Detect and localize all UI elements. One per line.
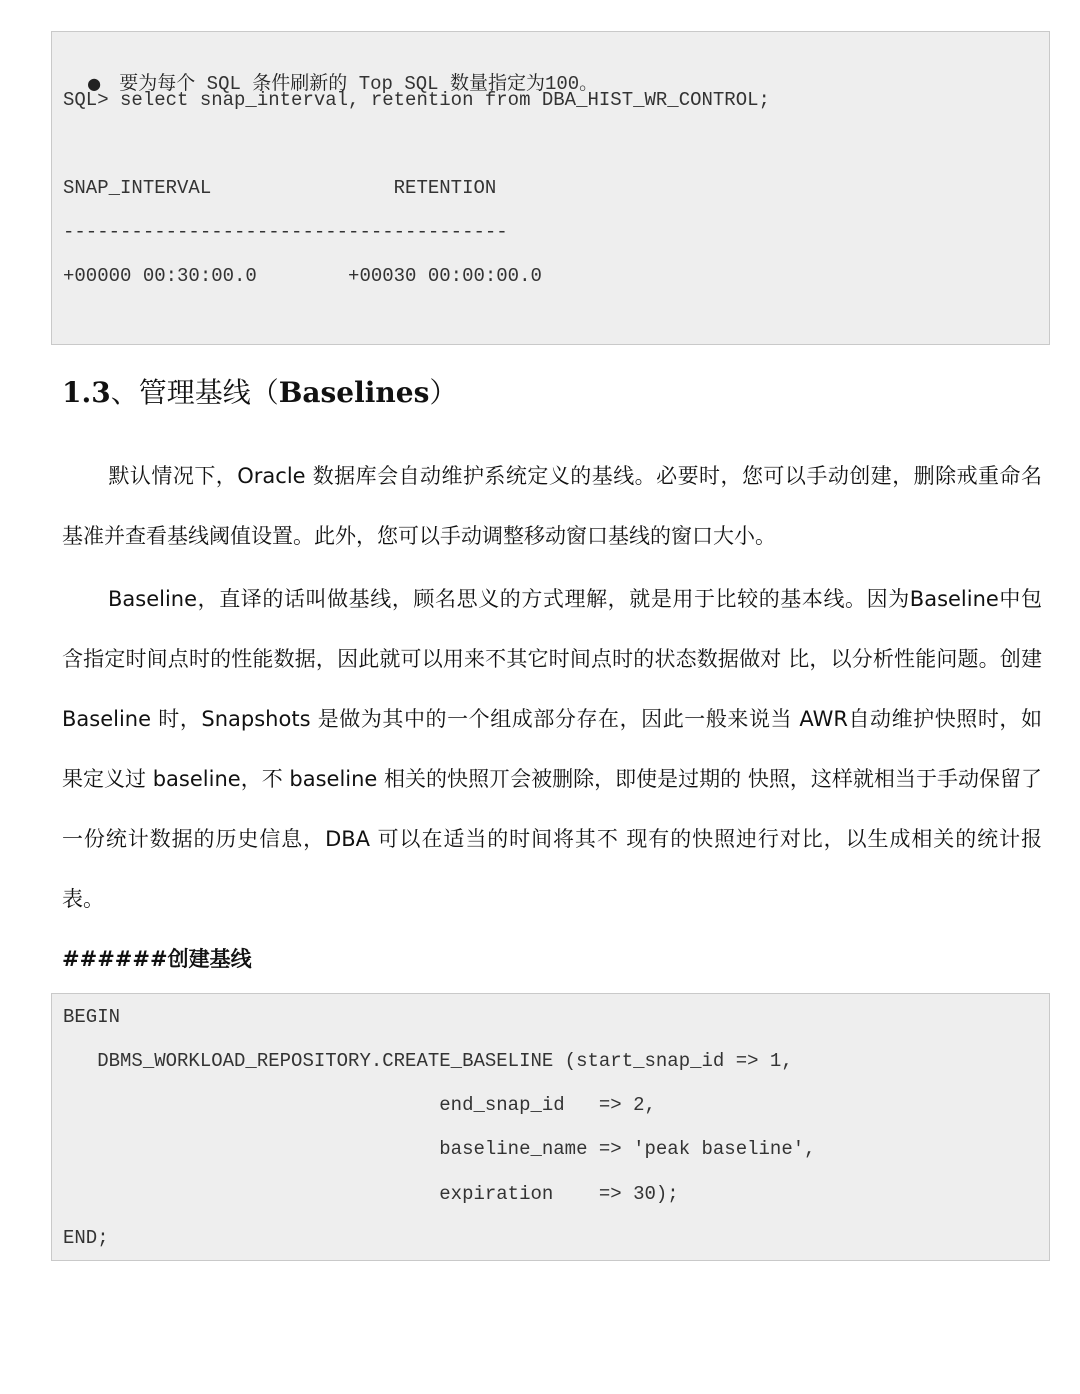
code-line-expiration: expiration => 30); xyxy=(63,1183,679,1205)
bullet-text-5: 数量指定为 xyxy=(449,72,545,94)
bullet-text-2: SQL xyxy=(195,73,253,95)
result-header-line: SNAP_INTERVAL RETENTION xyxy=(63,177,497,199)
subheading: ######创建基线 xyxy=(62,947,252,971)
section-title-en: Baselines xyxy=(278,376,430,409)
bullet-text-1: 要为每个 xyxy=(119,72,196,94)
paragraph-2-text: Baseline，直译的话叫做基线，顾名思义的方式理解，就是用于比较的基本线。因为Baseline中包含指定时间点时的性能数据，因此就可以用来不其它时间点时的状态数据做对 比，以分析性能问题。创建 Baseline 时，Snapshots 是做为其中的一个组成部分存在，因此一般来说当 AWR自动维护快照时，如果定义过 baseline，不 baseline 相关的快照丌会被删除，即使是过期的 快照，这样就相当于手动保留了一份统计数据的历史信息，DBA 可以在适当的时间将其不 现有的快照迚行对比，以生成相关的统计报表。 xyxy=(62,587,1042,911)
bullet-icon: ● xyxy=(87,74,102,93)
section-title-cn: 、管理基线（ xyxy=(110,376,279,409)
bullet-text-3: 条件刷新的 xyxy=(252,72,348,94)
code-line-baseline-name: baseline_name => 'peak baseline', xyxy=(63,1138,816,1160)
paragraph-1-text: 默认情况下，Oracle 数据库会自动维护系统定义的基线。必要时，您可以手动创建，删除戒重命名基准并查看基线阈值设置。此外，您可以手动调整移动窗口基线的窗口大小。 xyxy=(62,464,1042,548)
code-line-begin: BEGIN xyxy=(63,1006,121,1028)
paragraph-1 xyxy=(62,446,1042,566)
code-line-end-snap: end_snap_id => 2, xyxy=(63,1094,656,1116)
bullet-text-6: 100。 xyxy=(544,73,599,95)
section-number: 1.3 xyxy=(62,376,111,409)
paragraph-2 xyxy=(62,569,1042,929)
section-title-end: ） xyxy=(429,376,458,409)
bullet-text-4: Top SQL xyxy=(347,73,450,95)
code-block-top xyxy=(51,31,1050,345)
sql-query-line: SQL> select snap_interval, retention from DBA_HIST_WR_CONTROL; xyxy=(63,89,770,111)
result-row-line: +00000 00:30:00.0 +00030 00:00:00.0 xyxy=(63,265,542,287)
result-separator-line: --------------------------------------- xyxy=(63,221,508,243)
code-line-create-baseline: DBMS_WORKLOAD_REPOSITORY.CREATE_BASELINE (start_snap_id => 1, xyxy=(63,1050,793,1072)
code-block-bottom xyxy=(51,993,1050,1261)
code-line-end: END; xyxy=(63,1227,109,1249)
section-heading xyxy=(62,371,457,411)
